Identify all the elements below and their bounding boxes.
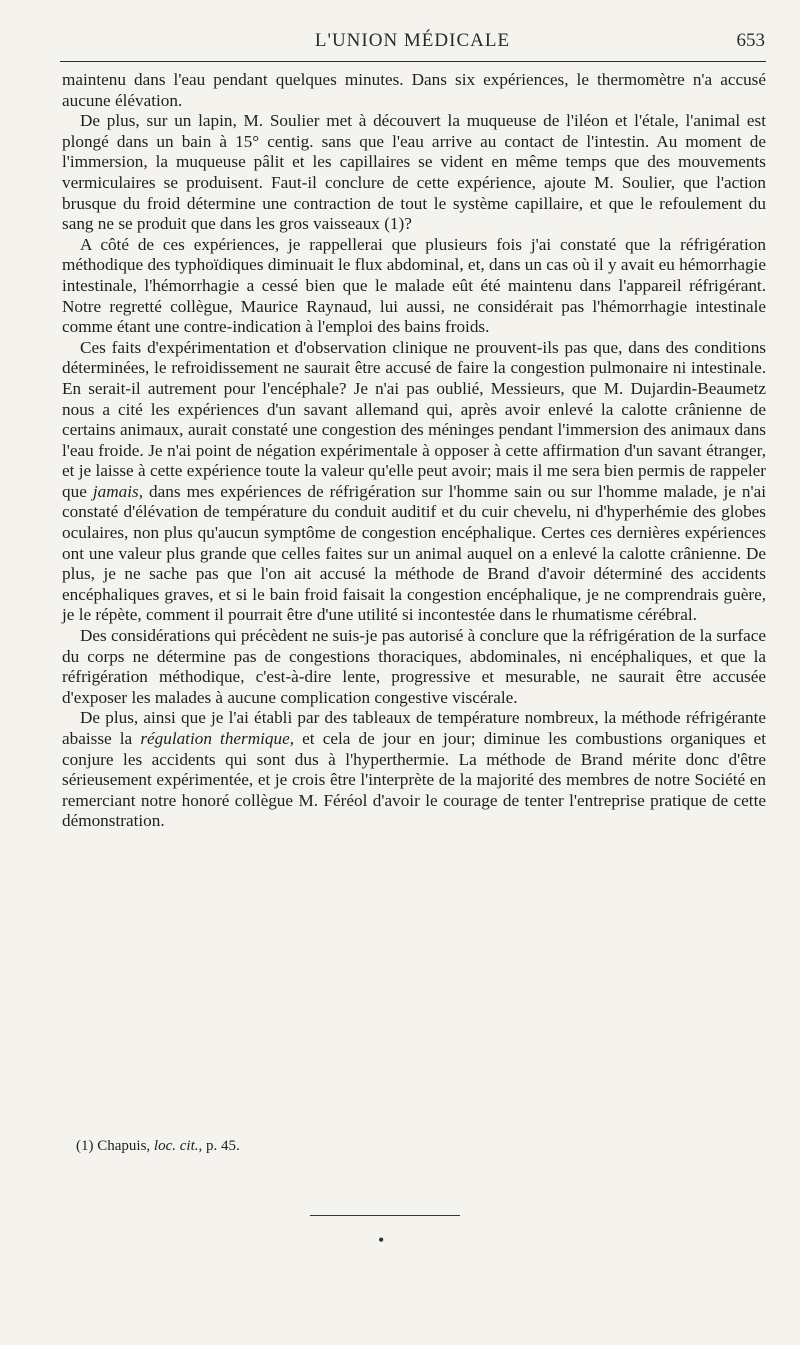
paragraph [62,708,766,832]
page-header [60,24,765,58]
paragraph-text: A côté de ces expériences, je rappellerai que plusieurs fois j'ai constaté que la réfrigération méthodique des typhoïdiques diminuait le flux abdominal, et, dans un cas où il y avait eu hémorrhagie intestinale, l'hémorrhagie a cessé bien que le malade eût été maintenu dans l'appareil réfrigérant. Notre regretté collègue, Maurice Raynaud, lui aussi, ne considérait pas l'hémorrhagie intestinale comme étant une contre-indication à l'emploi des bains froids. [62,234,766,337]
paragraph-text: Des considérations qui précèdent ne suis-je pas autorisé à conclure que la réfrigération de la surface du corps ne détermine pas de congestions thoraciques, abdominales, ni encéphaliques, et que la réfrigération méthodique, c'est-à-dire lente, progressive et mesurable, ne saurait être accusée d'exposer les malades à aucune complication congestive viscérale. [62,626,766,707]
paragraph-text: De plus, ainsi que je l'ai établi par des tableaux de température nombreux, la méthode réfrigérante abaisse la [62,708,766,748]
footnote-reference: loc. cit. [153,1138,199,1154]
header-rule [60,61,766,62]
paragraph [62,235,766,338]
footnote-page: , p. 45. [198,1138,240,1154]
paragraph-text: Ces faits d'expérimentation et d'observation clinique ne prouvent-ils pas que, dans des conditions déterminées, le refroidissement ne saurait être accusé de faire la congestion pulmonaire ni intestinale. En serait-il autrement pour l'encéphale? Je n'ai pas oublié, Messieurs, que M. Dujardin-Beaumetz nous a cité les expériences d'un savant allemand qui, après avoir enlevé la calotte crânienne de certains animaux, aurait constaté une congestion des méninges pendant l'immersion des animaux dans l'eau froide. Je n'ai point de négation expérimentale à opposer à cette affirmation d'un savant étranger, et je laisse à cette expérience toute la valeur qu'elle peut avoir; mais il me sera bien permis de rappeler que [62,337,766,501]
italic-text: jamais [92,481,139,501]
end-separator-dot: • [378,1230,385,1250]
paragraph-text: , dans mes expériences de réfrigération sur l'homme sain ou sur l'homme malade, je n'ai constaté d'élévation de température du conduit auditif et du cuir chevelu, ni d'hyperhémie des globes oculaires, non plus qu'aucun symptôme de congestion encéphalique. Certes ces dernières expériences ont une valeur plus grande que celles faites sur un animal auquel on a enlevé la calotte crânienne. De plus, je ne sache pas que l'on ait accusé la méthode de Brand d'avoir déterminé des accidents encéphaliques graves, et si le bain froid faisait la congestion encéphalique, je ne comprendrais guère, je le répète, comment il pourrait être d'une utilité si incontestée dans le rhumatisme cérébral. [62,481,766,625]
paragraph [62,338,766,626]
paragraph-text: maintenu dans l'eau pendant quelques minutes. Dans six expériences, le thermomètre n'a accusé aucune élévation. [62,70,766,110]
end-separator-rule [310,1215,460,1216]
page-number: 653 [736,30,765,51]
body-text [62,70,766,832]
running-title: L'UNION MÉDICALE [314,30,511,51]
italic-text: régulation thermique [140,729,290,748]
paragraph-text: De plus, sur un lapin, M. Soulier met à découvert la muqueuse de l'iléon et l'étale, l'animal est plongé dans un bain à 15° centig. sans que l'eau arrive au contact de l'intestin. Au moment de l'immersion, la muqueuse pâlit et les capillaires se vident en même temps que des mouvements vermiculaires se produisent. Faut-il conclure de cette expérience, ajoute M. Soulier, que l'action brusque du froid détermine une contraction de tout le système capillaire, et que le refoulement du sang ne se produit que dans les gros vaisseaux (1)? [62,111,766,234]
footnote-marker: (1) Chapuis, [76,1138,154,1154]
paragraph-text: , et cela de jour en jour; diminue les combustions organiques et conjure les accidents qui sont dus à l'hyperthermie. La méthode de Brand mérite donc d'être sérieusement expérimentée, et je crois être l'interprète de la majorité des membres de notre Société en remerciant notre honoré collègue M. Féréol d'avoir le courage de tenter l'entreprise pratique de cette démonstration. [62,729,766,831]
paragraph [62,70,766,111]
paragraph [62,626,766,708]
footnote [76,1138,240,1155]
paragraph [62,111,766,235]
